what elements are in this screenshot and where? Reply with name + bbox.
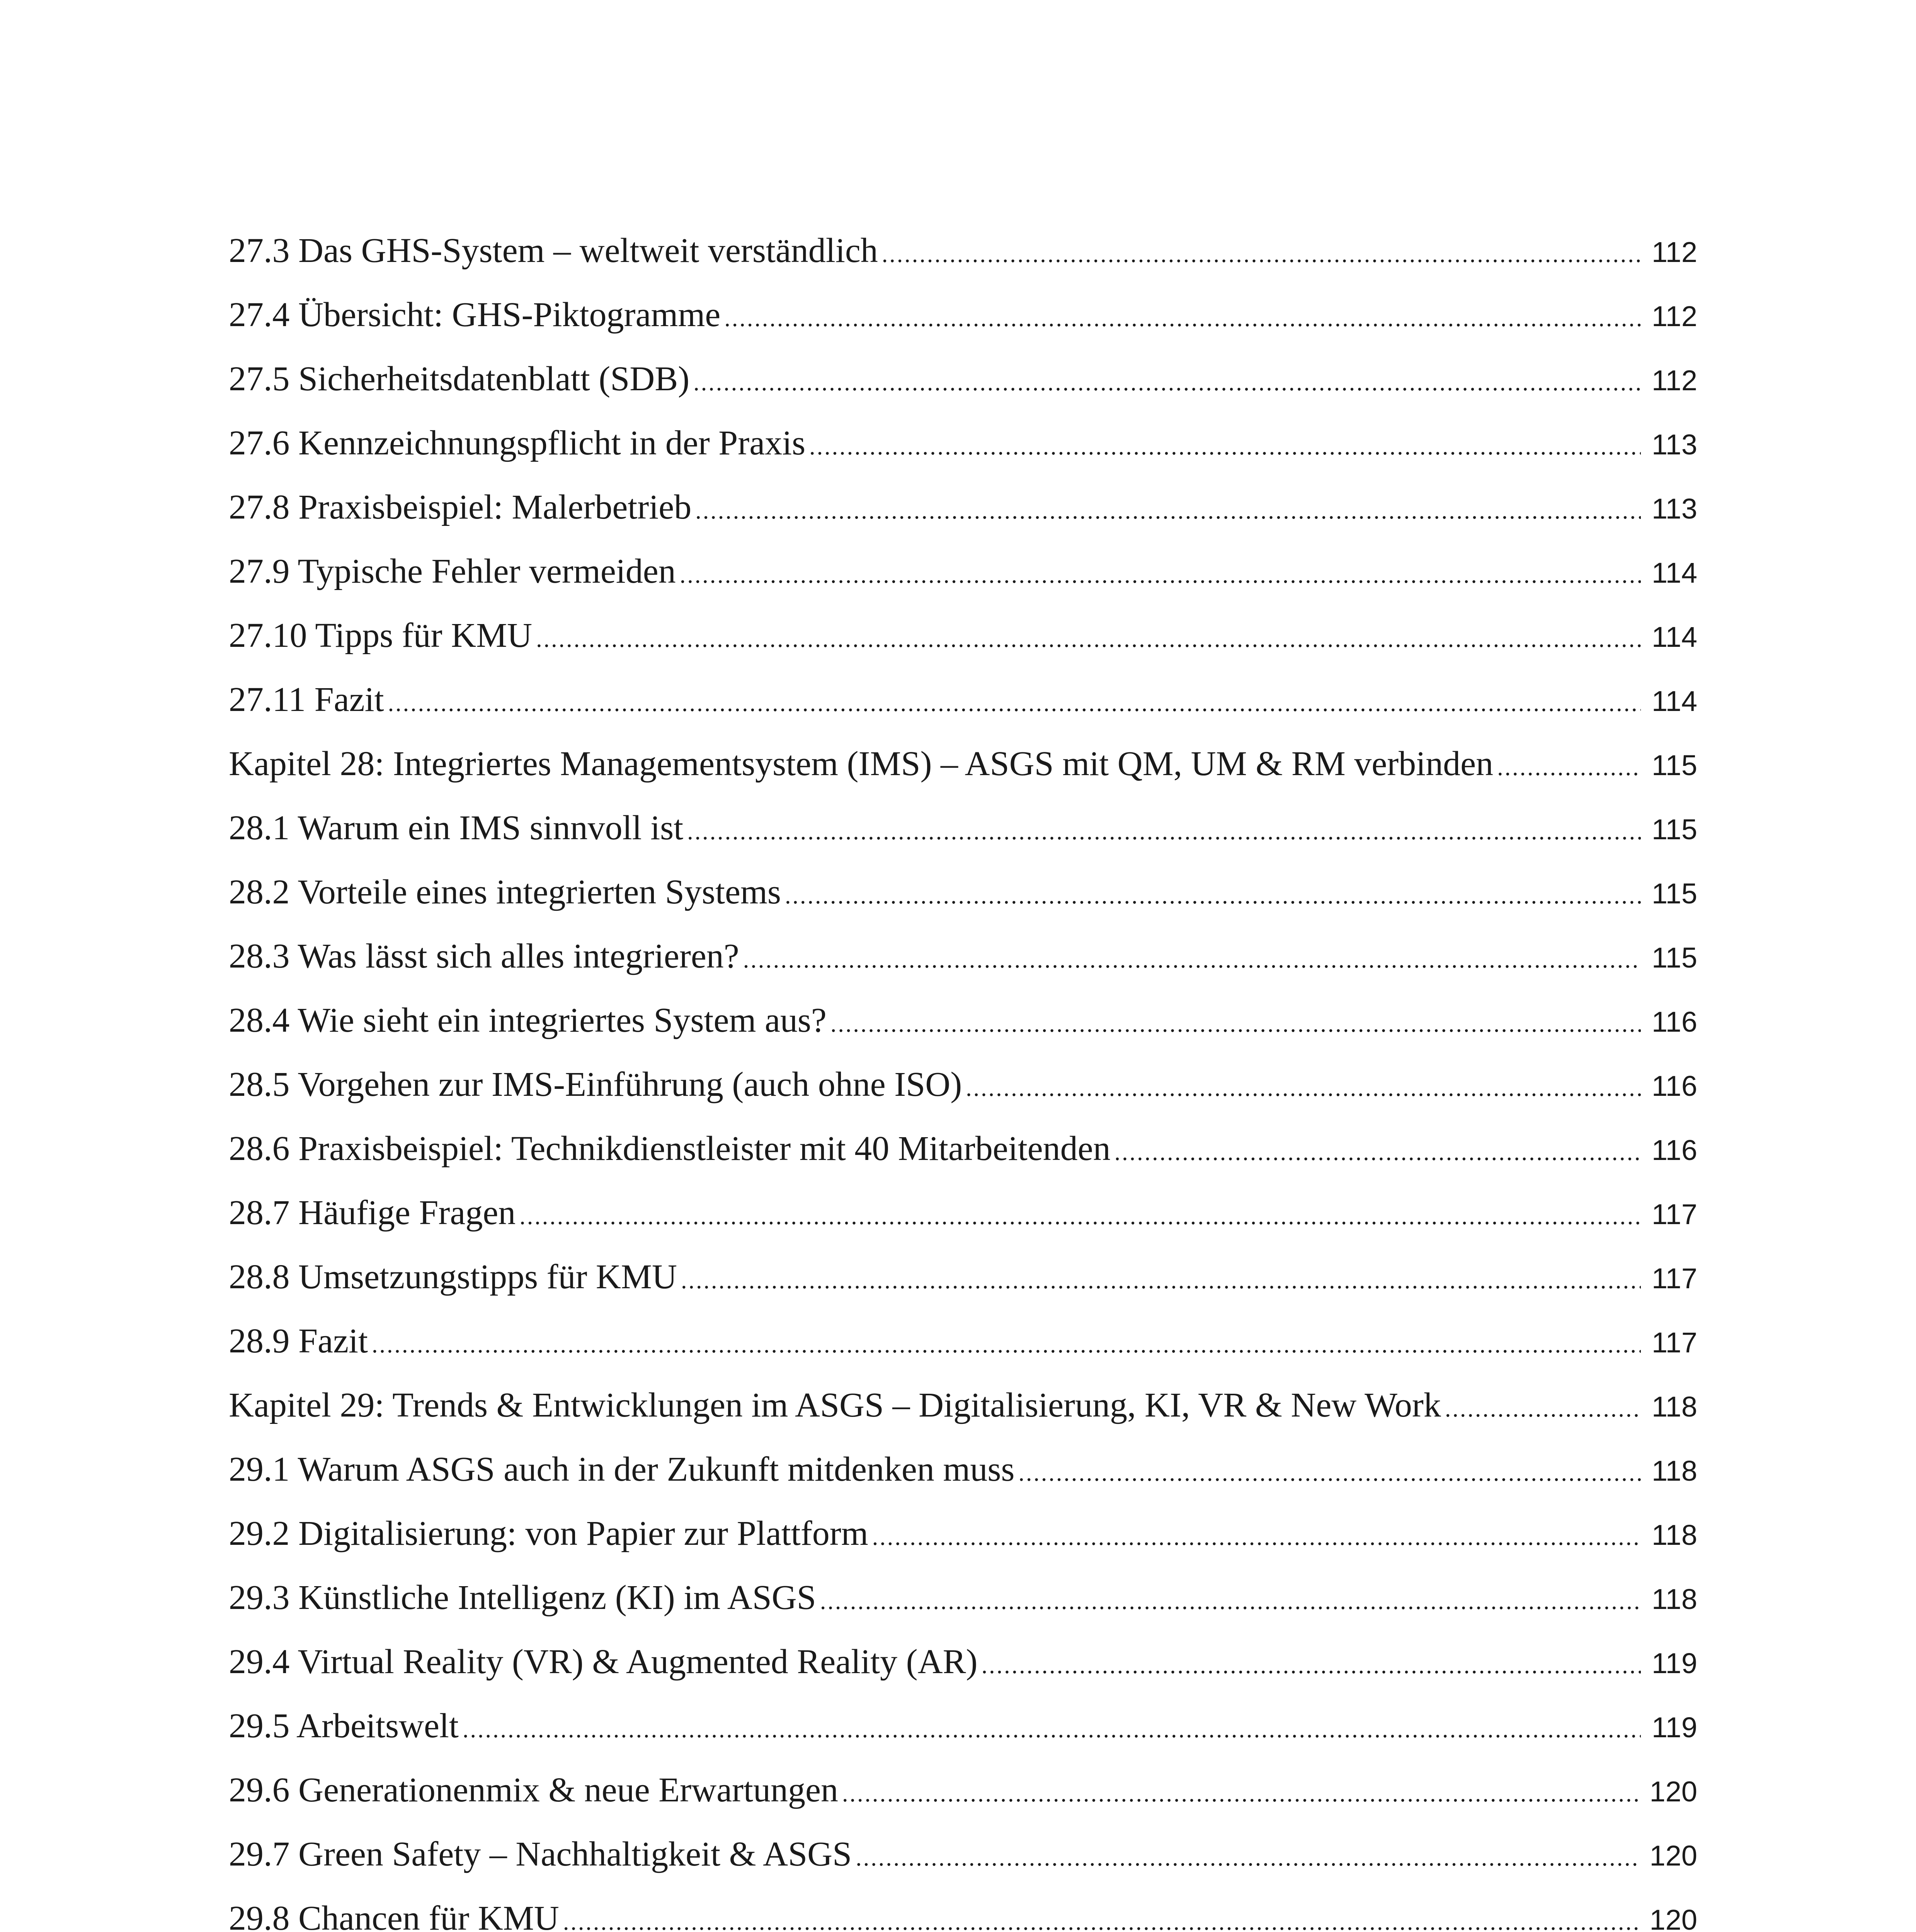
toc-entry-page: 115: [1652, 878, 1697, 910]
toc-entry-page: 118: [1652, 1391, 1697, 1423]
toc-entry[interactable]: [229, 1117, 1697, 1181]
dot-leader: [519, 1184, 1641, 1245]
dot-leader: [966, 1056, 1641, 1117]
toc-entry-title: 27.4 Übersicht: GHS-Piktogramme: [229, 296, 721, 334]
toc-entry[interactable]: [229, 604, 1697, 668]
toc-entry-title: 29.7 Green Safety – Nachhaltigkeit & ASGS: [229, 1835, 852, 1873]
toc-entry-title: 28.2 Vorteile eines integrierten Systems: [229, 873, 781, 911]
toc-entry-page: 112: [1652, 236, 1697, 268]
toc-entry-title: 27.10 Tipps für KMU: [229, 616, 533, 655]
toc-entry-page: 119: [1652, 1711, 1697, 1743]
toc-chapter-entry[interactable]: [229, 1373, 1697, 1437]
toc-entry[interactable]: [229, 411, 1697, 475]
toc-entry-title: 27.9 Typische Fehler vermeiden: [229, 552, 676, 590]
toc-entry-page: 117: [1652, 1262, 1697, 1294]
toc-entry[interactable]: [229, 1566, 1697, 1630]
toc-entry[interactable]: [229, 1630, 1697, 1694]
toc-entry-page: 114: [1652, 557, 1697, 589]
toc-entry[interactable]: [229, 475, 1697, 539]
toc-chapter-entry[interactable]: [229, 732, 1697, 796]
toc-entry[interactable]: [229, 1181, 1697, 1245]
dot-leader: [687, 799, 1641, 860]
toc-entry[interactable]: [229, 924, 1697, 988]
toc-entry[interactable]: [229, 1758, 1697, 1822]
dot-leader: [1497, 735, 1641, 796]
toc-entry-title: 28.5 Vorgehen zur IMS-Einführung (auch ohne ISO): [229, 1065, 962, 1104]
toc-entry[interactable]: [229, 796, 1697, 860]
toc-entry[interactable]: [229, 539, 1697, 604]
toc-entry-page: 118: [1652, 1583, 1697, 1615]
toc-entry-page: 112: [1652, 300, 1697, 332]
toc-entry-title: 28.6 Praxisbeispiel: Technikdienstleister mit 40 Mitarbeitenden: [229, 1129, 1111, 1168]
toc-entry-title: 28.3 Was lässt sich alles integrieren?: [229, 937, 739, 975]
toc-entry-title: Kapitel 29: Trends & Entwicklungen im ASGS – Digitalisierung, KI, VR & New Work: [229, 1386, 1441, 1424]
toc-entry[interactable]: [229, 1053, 1697, 1117]
toc-entry-page: 115: [1652, 749, 1697, 781]
toc-entry-title: Kapitel 28: Integriertes Managementsystem (IMS) – ASGS mit QM, UM & RM verbinden: [229, 745, 1494, 783]
toc-entry[interactable]: [229, 1309, 1697, 1373]
dot-leader: [388, 671, 1641, 732]
toc-entry-title: 27.5 Sicherheitsdatenblatt (SDB): [229, 360, 690, 398]
toc-entry-page: 113: [1652, 429, 1697, 461]
toc-entry-title: 28.7 Häufige Fragen: [229, 1194, 516, 1232]
toc-entry-page: 112: [1652, 364, 1697, 396]
dot-leader: [830, 992, 1641, 1053]
dot-leader: [693, 350, 1641, 411]
toc-entry-title: 28.1 Warum ein IMS sinnvoll ist: [229, 809, 684, 847]
toc-entry-page: 120: [1649, 1840, 1697, 1872]
dot-leader: [882, 222, 1641, 283]
dot-leader: [1018, 1441, 1641, 1502]
toc-entry-title: 27.8 Praxisbeispiel: Malerbetrieb: [229, 488, 692, 526]
toc-entry[interactable]: [229, 219, 1697, 283]
toc-entry-page: 115: [1652, 813, 1697, 845]
dot-leader: [372, 1313, 1641, 1373]
toc-entry-title: 27.11 Fazit: [229, 680, 384, 719]
toc-entry-title: 29.3 Künstliche Intelligenz (KI) im ASGS: [229, 1578, 816, 1617]
toc-entry-title: 29.5 Arbeitswelt: [229, 1707, 459, 1745]
toc-entry[interactable]: [229, 1437, 1697, 1502]
dot-leader: [563, 1890, 1641, 1932]
toc-entry-title: 29.2 Digitalisierung: von Papier zur Plattform: [229, 1514, 868, 1553]
toc-entry-title: 29.4 Virtual Reality (VR) & Augmented Reality (AR): [229, 1643, 978, 1681]
toc-entry[interactable]: [229, 1822, 1697, 1886]
toc-entry-title: 27.3 Das GHS-System – weltweit verständlich: [229, 231, 878, 270]
toc-entry-page: 120: [1649, 1904, 1697, 1932]
dot-leader: [463, 1697, 1641, 1758]
toc-entry-page: 119: [1652, 1647, 1697, 1679]
toc-entry-title: 27.6 Kennzeichnungspflicht in der Praxis: [229, 424, 806, 462]
toc-entry[interactable]: [229, 1886, 1697, 1932]
dot-leader: [856, 1826, 1641, 1886]
table-of-contents: [229, 219, 1697, 1932]
toc-entry-page: 118: [1652, 1519, 1697, 1551]
dot-leader: [724, 286, 1641, 347]
toc-entry-page: 120: [1649, 1776, 1697, 1808]
dot-leader: [872, 1505, 1641, 1566]
toc-entry[interactable]: [229, 668, 1697, 732]
dot-leader: [982, 1633, 1641, 1694]
toc-entry-title: 29.6 Generationenmix & neue Erwartungen: [229, 1771, 838, 1809]
toc-entry[interactable]: [229, 347, 1697, 411]
toc-entry-page: 116: [1652, 1134, 1697, 1166]
toc-entry-page: 117: [1652, 1198, 1697, 1230]
dot-leader: [536, 607, 1641, 668]
toc-entry-page: 114: [1652, 621, 1697, 653]
toc-entry-page: 116: [1652, 1006, 1697, 1038]
toc-entry-page: 115: [1652, 942, 1697, 974]
toc-entry-title: 28.4 Wie sieht ein integriertes System aus?: [229, 1001, 827, 1039]
toc-entry[interactable]: [229, 1502, 1697, 1566]
dot-leader: [743, 928, 1641, 988]
dot-leader: [681, 1248, 1641, 1309]
toc-entry[interactable]: [229, 1245, 1697, 1309]
toc-entry-page: 116: [1652, 1070, 1697, 1102]
toc-entry[interactable]: [229, 988, 1697, 1053]
toc-entry-title: 29.1 Warum ASGS auch in der Zukunft mitdenken muss: [229, 1450, 1015, 1488]
dot-leader: [785, 864, 1641, 924]
toc-entry[interactable]: [229, 283, 1697, 347]
dot-leader: [1115, 1120, 1641, 1181]
dot-leader: [809, 415, 1641, 475]
toc-entry[interactable]: [229, 1694, 1697, 1758]
toc-entry-title: 29.8 Chancen für KMU: [229, 1899, 559, 1932]
toc-entry-page: 113: [1652, 493, 1697, 525]
dot-leader: [1445, 1377, 1641, 1437]
toc-entry-page: 118: [1652, 1455, 1697, 1487]
toc-entry-page: 114: [1652, 685, 1697, 717]
toc-entry-title: 28.8 Umsetzungstipps für KMU: [229, 1258, 677, 1296]
dot-leader: [842, 1762, 1641, 1822]
dot-leader: [680, 543, 1641, 604]
toc-entry[interactable]: [229, 860, 1697, 924]
dot-leader: [695, 479, 1641, 539]
dot-leader: [820, 1569, 1641, 1630]
toc-entry-title: 28.9 Fazit: [229, 1322, 368, 1360]
toc-entry-page: 117: [1652, 1327, 1697, 1359]
